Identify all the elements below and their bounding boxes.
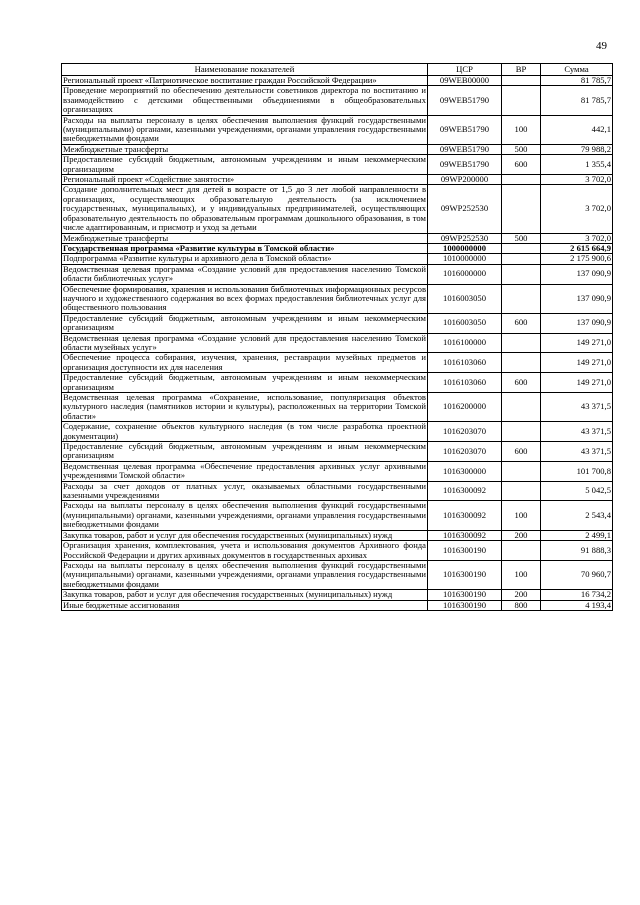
cell-vr <box>502 175 541 185</box>
cell-vr: 200 <box>502 590 541 600</box>
cell-csr: 1016103060 <box>428 373 502 393</box>
page-number: 49 <box>596 40 607 52</box>
cell-name: Региональный проект «Патриотическое воспитание граждан Российской Федерации» <box>62 76 428 86</box>
cell-sum: 43 371,5 <box>541 422 613 442</box>
cell-name: Ведомственная целевая программа «Обеспечение предоставления архивных услуг архивными учреждениями Томской области» <box>63 460 426 481</box>
cell-csr: 1016300190 <box>428 600 502 610</box>
cell-vr: 100 <box>502 560 541 589</box>
cell-vr <box>502 284 541 313</box>
cell-vr <box>502 254 541 264</box>
table-row <box>62 353 613 373</box>
cell-name: Расходы на выплаты персоналу в целях обеспечения выполнения функций государственными (муниципальными) органами, казенными учреждениями, органами управления государственными внебюджетными фондами <box>63 559 426 589</box>
cell-vr: 800 <box>502 600 541 610</box>
cell-name: Подпрограмма «Развитие культуры и архивного дела в Томской области» <box>62 254 428 264</box>
cell-sum: 137 090,9 <box>541 284 613 313</box>
table-row <box>62 442 613 462</box>
cell-csr: 1016300092 <box>428 481 502 501</box>
table-row <box>62 86 613 115</box>
cell-sum: 442,1 <box>541 115 613 144</box>
cell-csr: 1016003050 <box>428 284 502 313</box>
cell-name: Обеспечение процесса собирания, изучения, хранения, реставрации музейных предметов и организация доступности их для населения <box>63 352 426 372</box>
header-sum: Сумма <box>541 64 613 76</box>
cell-csr: 09WP200000 <box>428 175 502 185</box>
cell-vr: 100 <box>502 501 541 530</box>
cell-name: Межбюджетные трансферты <box>62 144 428 154</box>
cell-sum: 149 271,0 <box>541 353 613 373</box>
table-row <box>62 155 613 175</box>
cell-csr: 1016300190 <box>428 560 502 589</box>
cell-vr <box>502 185 541 233</box>
cell-vr <box>502 76 541 86</box>
cell-sum: 79 988,2 <box>541 144 613 154</box>
table-header-row <box>62 64 613 76</box>
cell-sum: 91 888,3 <box>541 541 613 561</box>
cell-csr: 1016300092 <box>428 530 502 540</box>
cell-sum: 1 355,4 <box>541 155 613 175</box>
cell-name: Расходы за счет доходов от платных услуг, оказываемых областными государственными казенными учреждениями <box>63 480 426 501</box>
table-row <box>62 481 613 501</box>
cell-sum: 3 702,0 <box>541 185 613 233</box>
cell-sum: 2 175 900,6 <box>541 254 613 264</box>
cell-csr: 1016300190 <box>428 541 502 561</box>
cell-sum: 2 543,4 <box>541 501 613 530</box>
table-row <box>62 333 613 353</box>
table-row <box>62 233 613 243</box>
cell-name: Иные бюджетные ассигнования <box>62 600 428 610</box>
table-row <box>62 243 613 253</box>
cell-name: Расходы на выплаты персоналу в целях обеспечения выполнения функций государственными (муниципальными) органами, казенными учреждениями, органами управления государственными внебюджетными фондами <box>63 114 426 144</box>
cell-csr: 09WEB51790 <box>428 144 502 154</box>
cell-csr: 1016103060 <box>428 353 502 373</box>
cell-vr: 500 <box>502 233 541 243</box>
cell-vr: 500 <box>502 144 541 154</box>
cell-name: Предоставление субсидий бюджетным, автономным учреждениям и иным некоммерческим организациям <box>63 154 426 174</box>
cell-name: Предоставление субсидий бюджетным, автономным учреждениям и иным некоммерческим организациям <box>63 312 426 333</box>
table-row <box>62 461 613 481</box>
cell-name: Ведомственная целевая программа «Создание условий для предоставления населению Томской области библиотечных услуг» <box>63 263 426 284</box>
table-row <box>62 560 613 589</box>
cell-vr: 200 <box>502 530 541 540</box>
cell-vr <box>502 541 541 561</box>
cell-sum: 43 371,5 <box>541 442 613 462</box>
cell-vr <box>502 461 541 481</box>
cell-sum: 4 193,4 <box>541 600 613 610</box>
table-row <box>62 185 613 233</box>
cell-csr: 1016003050 <box>428 313 502 333</box>
cell-csr: 09WEB51790 <box>428 155 502 175</box>
cell-sum: 3 702,0 <box>541 175 613 185</box>
cell-name: Ведомственная целевая программа «Сохранение, использование, популяризация объектов культурного наследия (памятников истории и культуры), расположенных на территории Томской области» <box>63 392 426 421</box>
cell-vr <box>502 333 541 353</box>
cell-csr: 1016300190 <box>428 590 502 600</box>
cell-sum: 81 785,7 <box>541 86 613 115</box>
cell-vr <box>502 243 541 253</box>
cell-csr: 1010000000 <box>428 254 502 264</box>
cell-csr: 1016100000 <box>428 333 502 353</box>
cell-name: Обеспечение формирования, хранения и использования библиотечных информационных ресурсов научного и художественного содержания во всех формах предоставления библиотечных услуг для общественного пользования <box>63 283 426 313</box>
cell-sum: 16 734,2 <box>541 590 613 600</box>
table-row <box>62 175 613 185</box>
cell-name: Межбюджетные трансферты <box>62 233 428 243</box>
cell-name: Ведомственная целевая программа «Создание условий для предоставления населению Томской области музейных услуг» <box>63 332 426 352</box>
cell-csr: 09WEB51790 <box>428 86 502 115</box>
table-row <box>62 393 613 422</box>
cell-name: Предоставление субсидий бюджетным, автономным учреждениям и иным некоммерческим организациям <box>63 372 426 392</box>
cell-sum: 2 499,1 <box>541 530 613 540</box>
table-row <box>62 284 613 313</box>
cell-csr: 1016200000 <box>428 393 502 422</box>
cell-name: Закупка товаров, работ и услуг для обеспечения государственных (муниципальных) нужд <box>62 530 428 540</box>
table-row <box>62 530 613 540</box>
header-csr: ЦСР <box>428 64 502 76</box>
cell-vr <box>502 353 541 373</box>
table-row <box>62 600 613 610</box>
cell-name: Закупка товаров, работ и услуг для обеспечения государственных (муниципальных) нужд <box>62 590 428 600</box>
cell-name: Организация хранения, комплектования, учета и использования документов Архивного фонда Российской Федерации и других архивных документов в государственных архивах <box>63 540 426 560</box>
table-row <box>62 541 613 561</box>
cell-sum: 149 271,0 <box>541 373 613 393</box>
cell-name: Государственная программа «Развитие культуры в Томской области» <box>62 243 428 253</box>
table-row <box>62 254 613 264</box>
cell-csr: 09WEB51790 <box>428 115 502 144</box>
cell-csr: 1016203070 <box>428 442 502 462</box>
cell-csr: 1000000000 <box>428 243 502 253</box>
cell-sum: 149 271,0 <box>541 333 613 353</box>
table-row <box>62 373 613 393</box>
cell-sum: 2 615 664,9 <box>541 243 613 253</box>
table-row <box>62 144 613 154</box>
table-row <box>62 501 613 530</box>
table-row <box>62 264 613 284</box>
cell-sum: 43 371,5 <box>541 393 613 422</box>
cell-sum: 81 785,7 <box>541 76 613 86</box>
cell-vr: 600 <box>502 373 541 393</box>
cell-vr <box>502 481 541 501</box>
cell-csr: 1016300092 <box>428 501 502 530</box>
cell-vr: 600 <box>502 442 541 462</box>
table-row <box>62 313 613 333</box>
budget-table <box>61 63 613 611</box>
cell-sum: 5 042,5 <box>541 481 613 501</box>
cell-vr: 600 <box>502 155 541 175</box>
cell-name: Проведение мероприятий по обеспечению деятельности советников директора по воспитанию и взаимодействию с детскими общественными объединениями в общеобразовательных организациях <box>63 85 426 115</box>
cell-sum: 101 700,8 <box>541 461 613 481</box>
table-row <box>62 115 613 144</box>
cell-csr: 1016000000 <box>428 264 502 284</box>
cell-name: Предоставление субсидий бюджетным, автономным учреждениям и иным некоммерческим организациям <box>63 441 426 461</box>
cell-vr <box>502 422 541 442</box>
table-row <box>62 590 613 600</box>
table-row <box>62 422 613 442</box>
cell-csr: 09WEB00000 <box>428 76 502 86</box>
cell-vr: 100 <box>502 115 541 144</box>
cell-sum: 137 090,9 <box>541 264 613 284</box>
cell-name: Создание дополнительных мест для детей в возрасте от 1,5 до 3 лет любой направленности в организациях, осуществляющих образовательную деятельность (за исключением государственных, муниципальных), и у индивидуальных предпринимателей, осуществляющих образовательную деятельность по образовательным программам дошкольного образования, в том числе адаптированным, и присмотр и уход за детьми <box>63 184 426 233</box>
cell-csr: 1016300000 <box>428 461 502 481</box>
cell-vr: 600 <box>502 313 541 333</box>
cell-sum: 70 960,7 <box>541 560 613 589</box>
cell-sum: 3 702,0 <box>541 233 613 243</box>
header-name: Наименование показателей <box>62 64 428 76</box>
table-row <box>62 76 613 86</box>
header-vr: ВР <box>502 64 541 76</box>
cell-csr: 09WP252530 <box>428 185 502 233</box>
cell-vr <box>502 264 541 284</box>
cell-csr: 1016203070 <box>428 422 502 442</box>
cell-name: Региональный проект «Содействие занятости» <box>62 175 428 185</box>
cell-name: Содержание, сохранение объектов культурного наследия (в том числе разработка проектной документации) <box>63 421 426 441</box>
cell-name: Расходы на выплаты персоналу в целях обеспечения выполнения функций государственными (муниципальными) органами, казенными учреждениями, органами управления государственными внебюджетными фондами <box>63 500 426 530</box>
cell-vr <box>502 86 541 115</box>
cell-sum: 137 090,9 <box>541 313 613 333</box>
cell-vr <box>502 393 541 422</box>
cell-csr: 09WP252530 <box>428 233 502 243</box>
